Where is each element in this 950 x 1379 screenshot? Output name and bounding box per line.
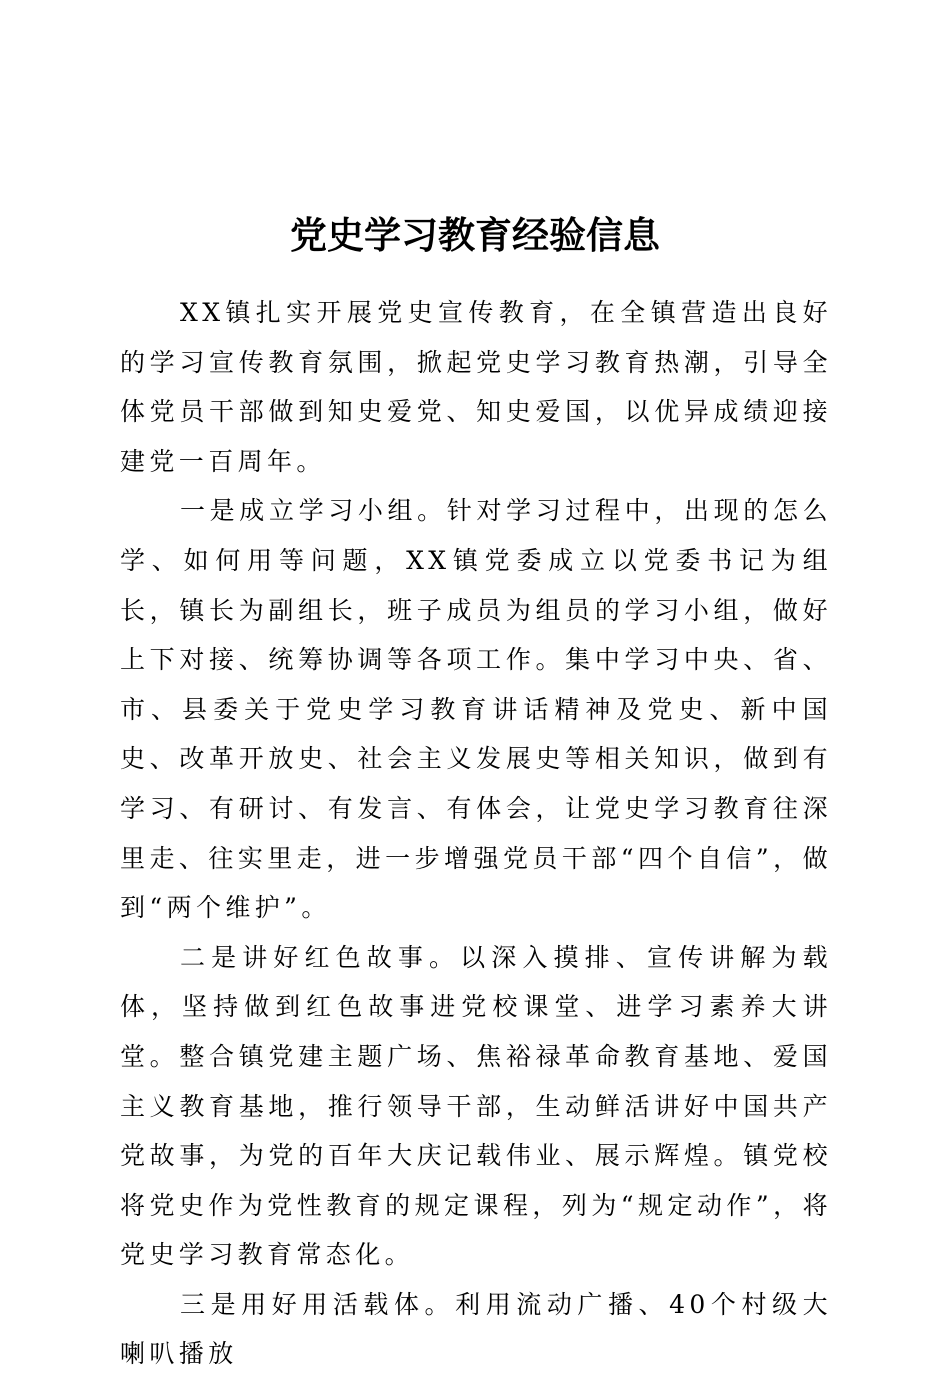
paragraph-red-stories: 二是讲好红色故事。以深入摸排、宣传讲解为载体，坚持做到红色故事进党校课堂、进学习素养大讲堂。整合镇党建主题广场、焦裕禄革命教育基地、爱国主义教育基地，推行领导干部，生动鲜活讲好中国共产党故事，为党的百年大庆记载伟业、展示辉煌。镇党校将党史作为党性教育的规定课程，列为“规定动作”，将党史学习教育常态化。 — [120, 942, 832, 1270]
paragraph-carriers: 三是用好用活载体。利用流动广播、40个村级大喇叭播放 — [120, 1289, 832, 1369]
document-body — [120, 288, 832, 1379]
document-title: 党史学习教育经验信息 — [290, 213, 660, 257]
paragraph-study-group: 一是成立学习小组。针对学习过程中，出现的怎么学、如何用等问题，XX镇党委成立以党委书记为组长，镇长为副组长，班子成员为组员的学习小组，做好上下对接、统筹协调等各项工作。集中学习中央、省、市、县委关于党史学习教育讲话精神及党史、新中国史、改革开放史、社会主义发展史等相关知识，做到有学习、有研讨、有发言、有体会，让党史学习教育往深里走、往实里走，进一步增强党员干部“四个自信”，做到“两个维护”。 — [120, 496, 832, 923]
paragraph-intro: XX镇扎实开展党史宣传教育，在全镇营造出良好的学习宣传教育氛围，掀起党史学习教育热潮，引导全体党员干部做到知史爱党、知史爱国，以优异成绩迎接建党一百周年。 — [120, 298, 832, 476]
